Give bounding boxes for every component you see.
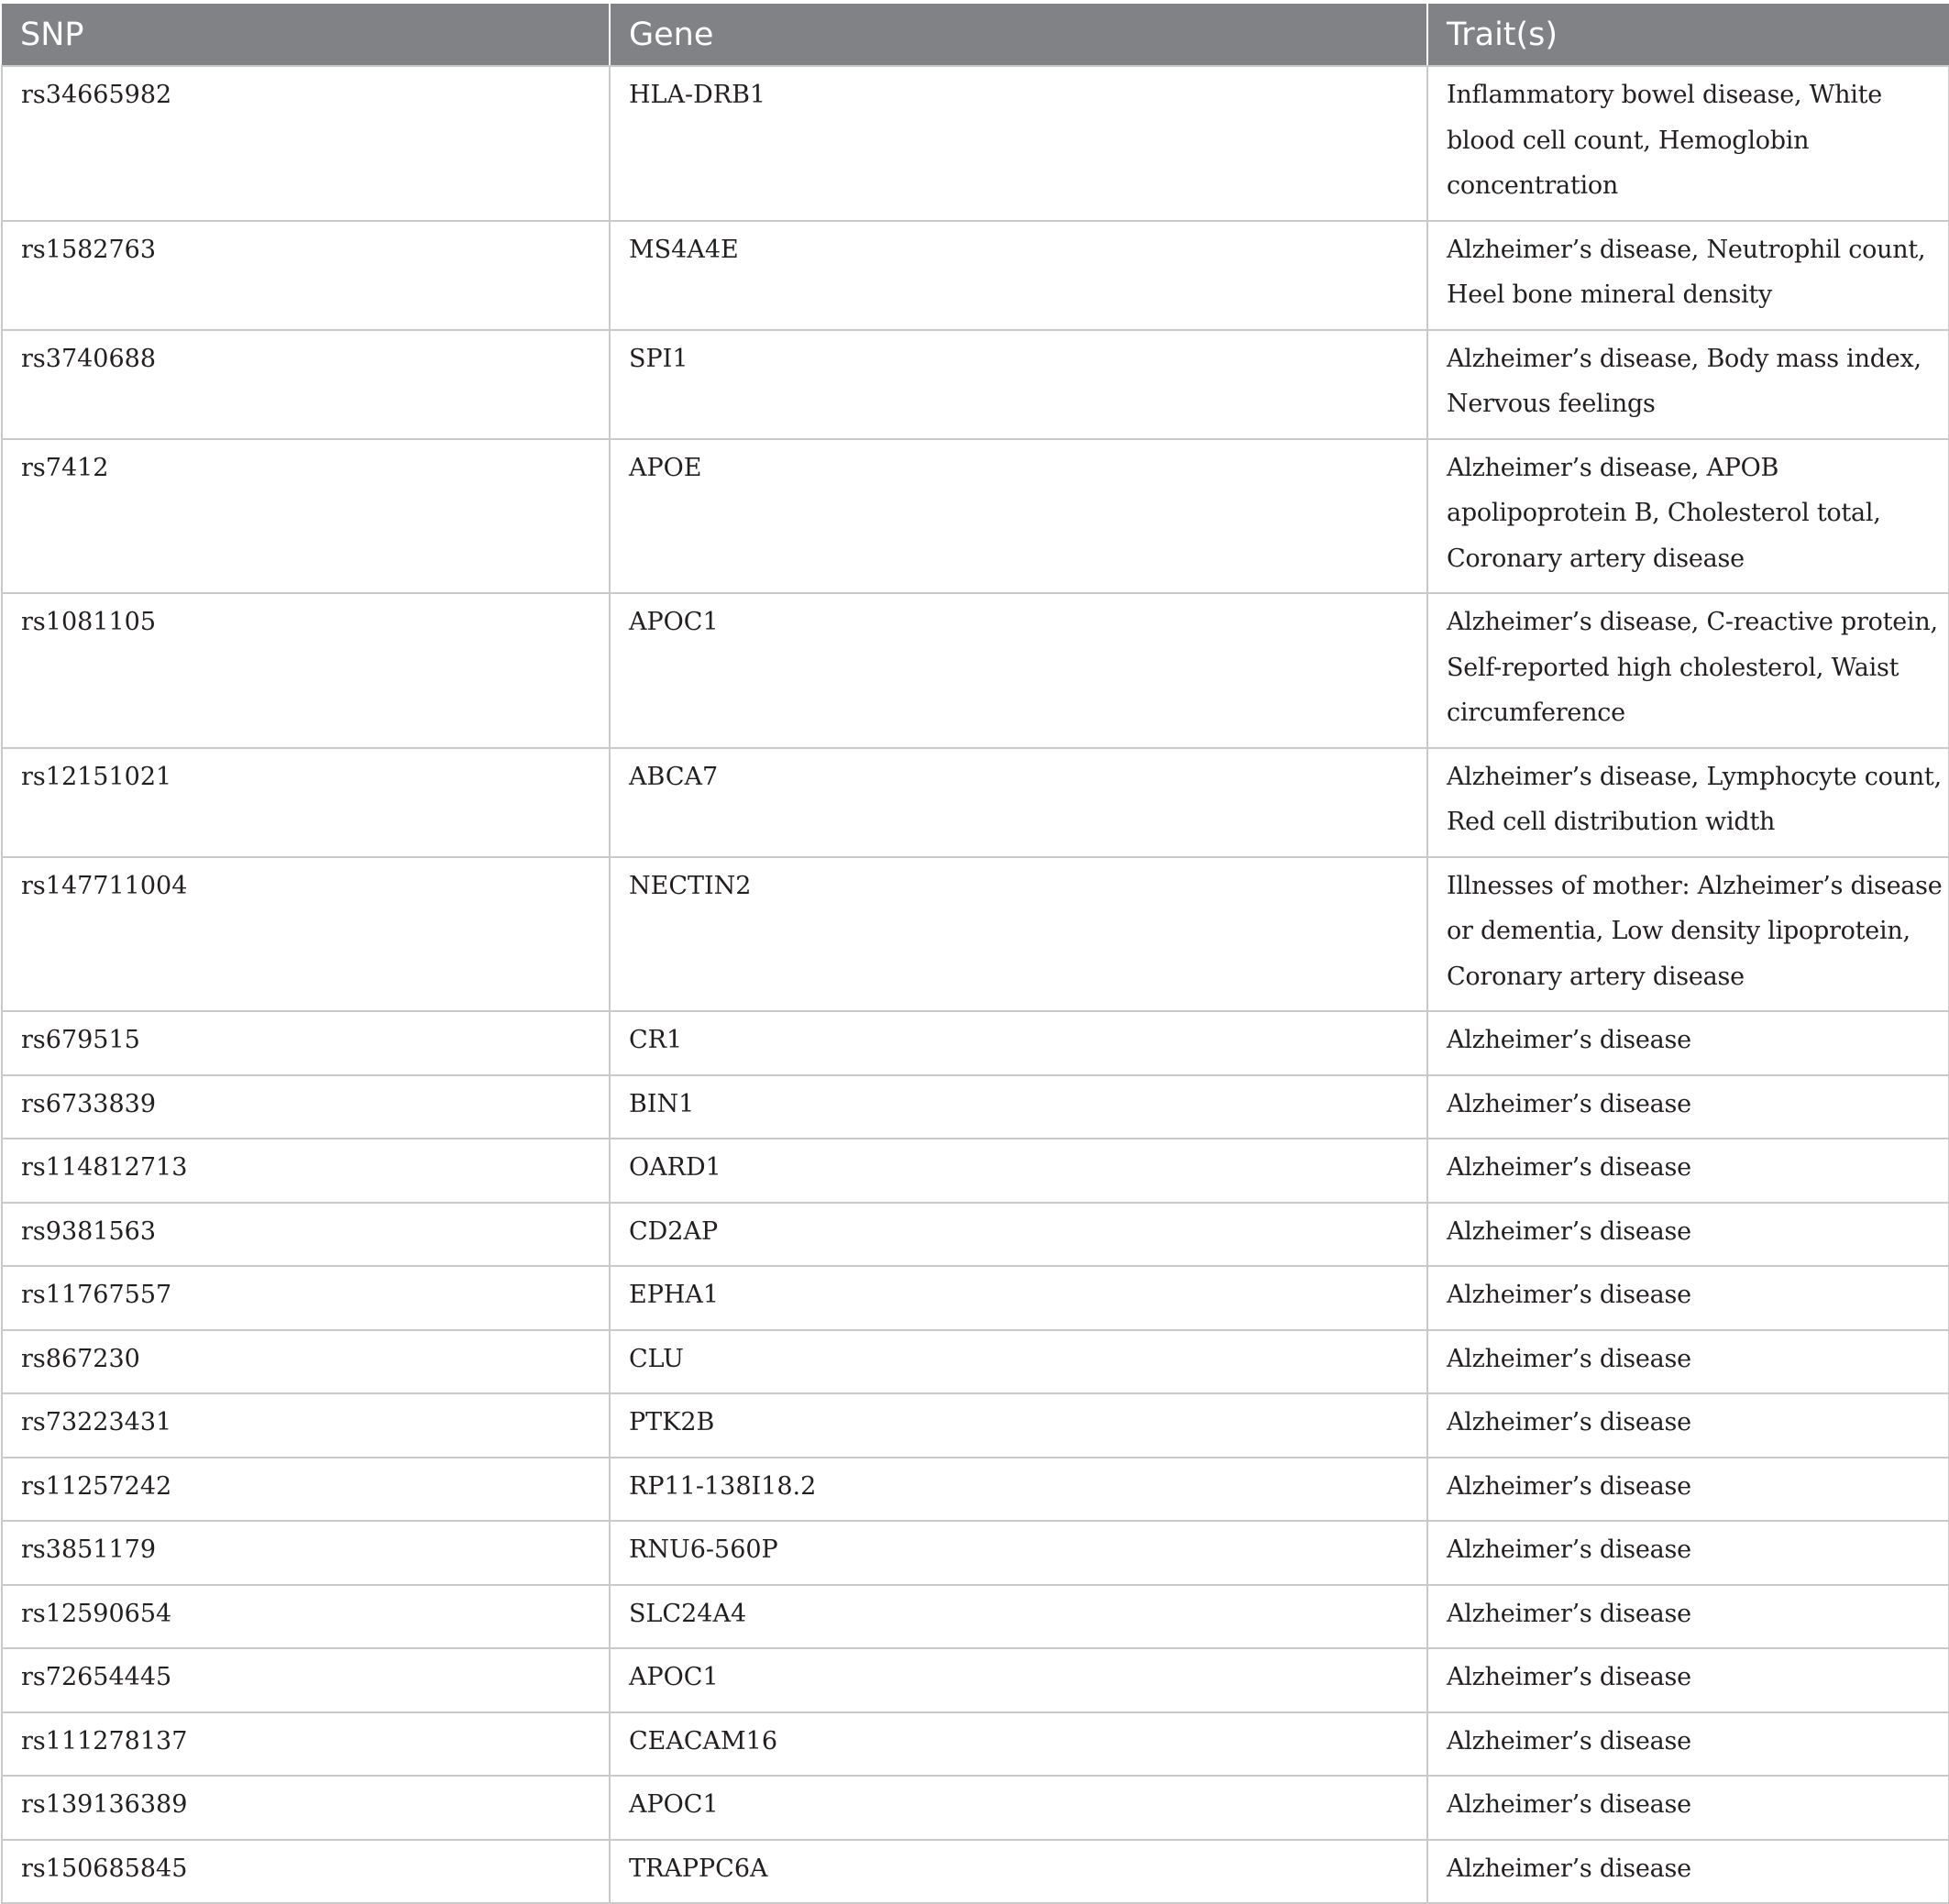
table-header <box>2 4 1949 66</box>
cell-traits: Alzheimer’s disease, Lymphocyte count, Red cell distribution width <box>1427 748 1949 857</box>
table-row <box>2 593 1949 748</box>
table-row <box>2 1393 1949 1458</box>
cell-gene: APOC1 <box>610 593 1427 748</box>
cell-gene: MS4A4E <box>610 221 1427 330</box>
cell-traits: Alzheimer’s disease <box>1427 1521 1949 1585</box>
cell-snp: rs12151021 <box>2 748 610 857</box>
header-gene: Gene <box>610 4 1427 66</box>
cell-snp: rs147711004 <box>2 857 610 1012</box>
cell-traits: Alzheimer’s disease <box>1427 1776 1949 1840</box>
cell-traits: Alzheimer’s disease <box>1427 1011 1949 1075</box>
cell-gene: HLA-DRB1 <box>610 66 1427 221</box>
cell-traits: Alzheimer’s disease <box>1427 1840 1949 1904</box>
cell-traits: Alzheimer’s disease, APOB apolipoprotein B, Cholesterol total, Coronary artery disease <box>1427 439 1949 594</box>
cell-gene: APOE <box>610 439 1427 594</box>
cell-snp: rs7412 <box>2 439 610 594</box>
cell-snp: rs867230 <box>2 1330 610 1394</box>
cell-gene: SPI1 <box>610 330 1427 439</box>
table-row <box>2 1011 1949 1075</box>
header-snp: SNP <box>2 4 610 66</box>
table-row <box>2 1585 1949 1649</box>
cell-gene: CLU <box>610 1330 1427 1394</box>
table-row <box>2 1712 1949 1777</box>
cell-gene: EPHA1 <box>610 1266 1427 1330</box>
cell-snp: rs1582763 <box>2 221 610 330</box>
cell-traits: Alzheimer’s disease <box>1427 1648 1949 1712</box>
table-row <box>2 1203 1949 1267</box>
cell-snp: rs139136389 <box>2 1776 610 1840</box>
cell-snp: rs114812713 <box>2 1139 610 1203</box>
cell-snp: rs3740688 <box>2 330 610 439</box>
cell-gene: SLC24A4 <box>610 1585 1427 1649</box>
cell-snp: rs12590654 <box>2 1585 610 1649</box>
table-row <box>2 748 1949 857</box>
cell-gene: CEACAM16 <box>610 1712 1427 1777</box>
snp-gene-trait-table <box>1 4 1949 1904</box>
cell-gene: ABCA7 <box>610 748 1427 857</box>
cell-traits: Alzheimer’s disease, Body mass index, Nervous feelings <box>1427 330 1949 439</box>
cell-snp: rs150685845 <box>2 1840 610 1904</box>
header-row <box>2 4 1949 66</box>
cell-gene: CR1 <box>610 1011 1427 1075</box>
cell-traits: Alzheimer’s disease <box>1427 1458 1949 1522</box>
table-row <box>2 1648 1949 1712</box>
cell-snp: rs34665982 <box>2 66 610 221</box>
cell-gene: CD2AP <box>610 1203 1427 1267</box>
cell-snp: rs1081105 <box>2 593 610 748</box>
cell-traits: Alzheimer’s disease <box>1427 1266 1949 1330</box>
cell-gene: APOC1 <box>610 1648 1427 1712</box>
cell-snp: rs3851179 <box>2 1521 610 1585</box>
cell-snp: rs9381563 <box>2 1203 610 1267</box>
cell-snp: rs72654445 <box>2 1648 610 1712</box>
cell-traits: Alzheimer’s disease <box>1427 1139 1949 1203</box>
cell-gene: PTK2B <box>610 1393 1427 1458</box>
table-row <box>2 221 1949 330</box>
cell-gene: APOC1 <box>610 1776 1427 1840</box>
cell-gene: BIN1 <box>610 1075 1427 1139</box>
table-row <box>2 1840 1949 1904</box>
cell-traits: Alzheimer’s disease, Neutrophil count, Heel bone mineral density <box>1427 221 1949 330</box>
cell-traits: Alzheimer’s disease <box>1427 1075 1949 1139</box>
cell-gene: NECTIN2 <box>610 857 1427 1012</box>
table-row <box>2 1330 1949 1394</box>
cell-gene: RNU6-560P <box>610 1521 1427 1585</box>
table-row <box>2 1776 1949 1840</box>
cell-traits: Inflammatory bowel disease, White blood cell count, Hemoglobin concentration <box>1427 66 1949 221</box>
table-body <box>2 66 1949 1903</box>
cell-snp: rs111278137 <box>2 1712 610 1777</box>
cell-traits: Alzheimer’s disease <box>1427 1393 1949 1458</box>
table-row <box>2 857 1949 1012</box>
cell-snp: rs11257242 <box>2 1458 610 1522</box>
cell-traits: Alzheimer’s disease <box>1427 1203 1949 1267</box>
table-row <box>2 1266 1949 1330</box>
cell-snp: rs73223431 <box>2 1393 610 1458</box>
cell-snp: rs6733839 <box>2 1075 610 1139</box>
table-row <box>2 66 1949 221</box>
cell-traits: Alzheimer’s disease, C-reactive protein, Self-reported high cholesterol, Waist circumference <box>1427 593 1949 748</box>
cell-traits: Illnesses of mother: Alzheimer’s disease or dementia, Low density lipoprotein, Coronary artery disease <box>1427 857 1949 1012</box>
cell-traits: Alzheimer’s disease <box>1427 1585 1949 1649</box>
cell-snp: rs11767557 <box>2 1266 610 1330</box>
table-row <box>2 1521 1949 1585</box>
table-row <box>2 1458 1949 1522</box>
header-traits: Trait(s) <box>1427 4 1949 66</box>
table-row <box>2 439 1949 594</box>
cell-gene: RP11-138I18.2 <box>610 1458 1427 1522</box>
cell-gene: TRAPPC6A <box>610 1840 1427 1904</box>
table-row <box>2 330 1949 439</box>
cell-snp: rs679515 <box>2 1011 610 1075</box>
table-row <box>2 1075 1949 1139</box>
cell-traits: Alzheimer’s disease <box>1427 1712 1949 1777</box>
table-row <box>2 1139 1949 1203</box>
cell-traits: Alzheimer’s disease <box>1427 1330 1949 1394</box>
cell-gene: OARD1 <box>610 1139 1427 1203</box>
